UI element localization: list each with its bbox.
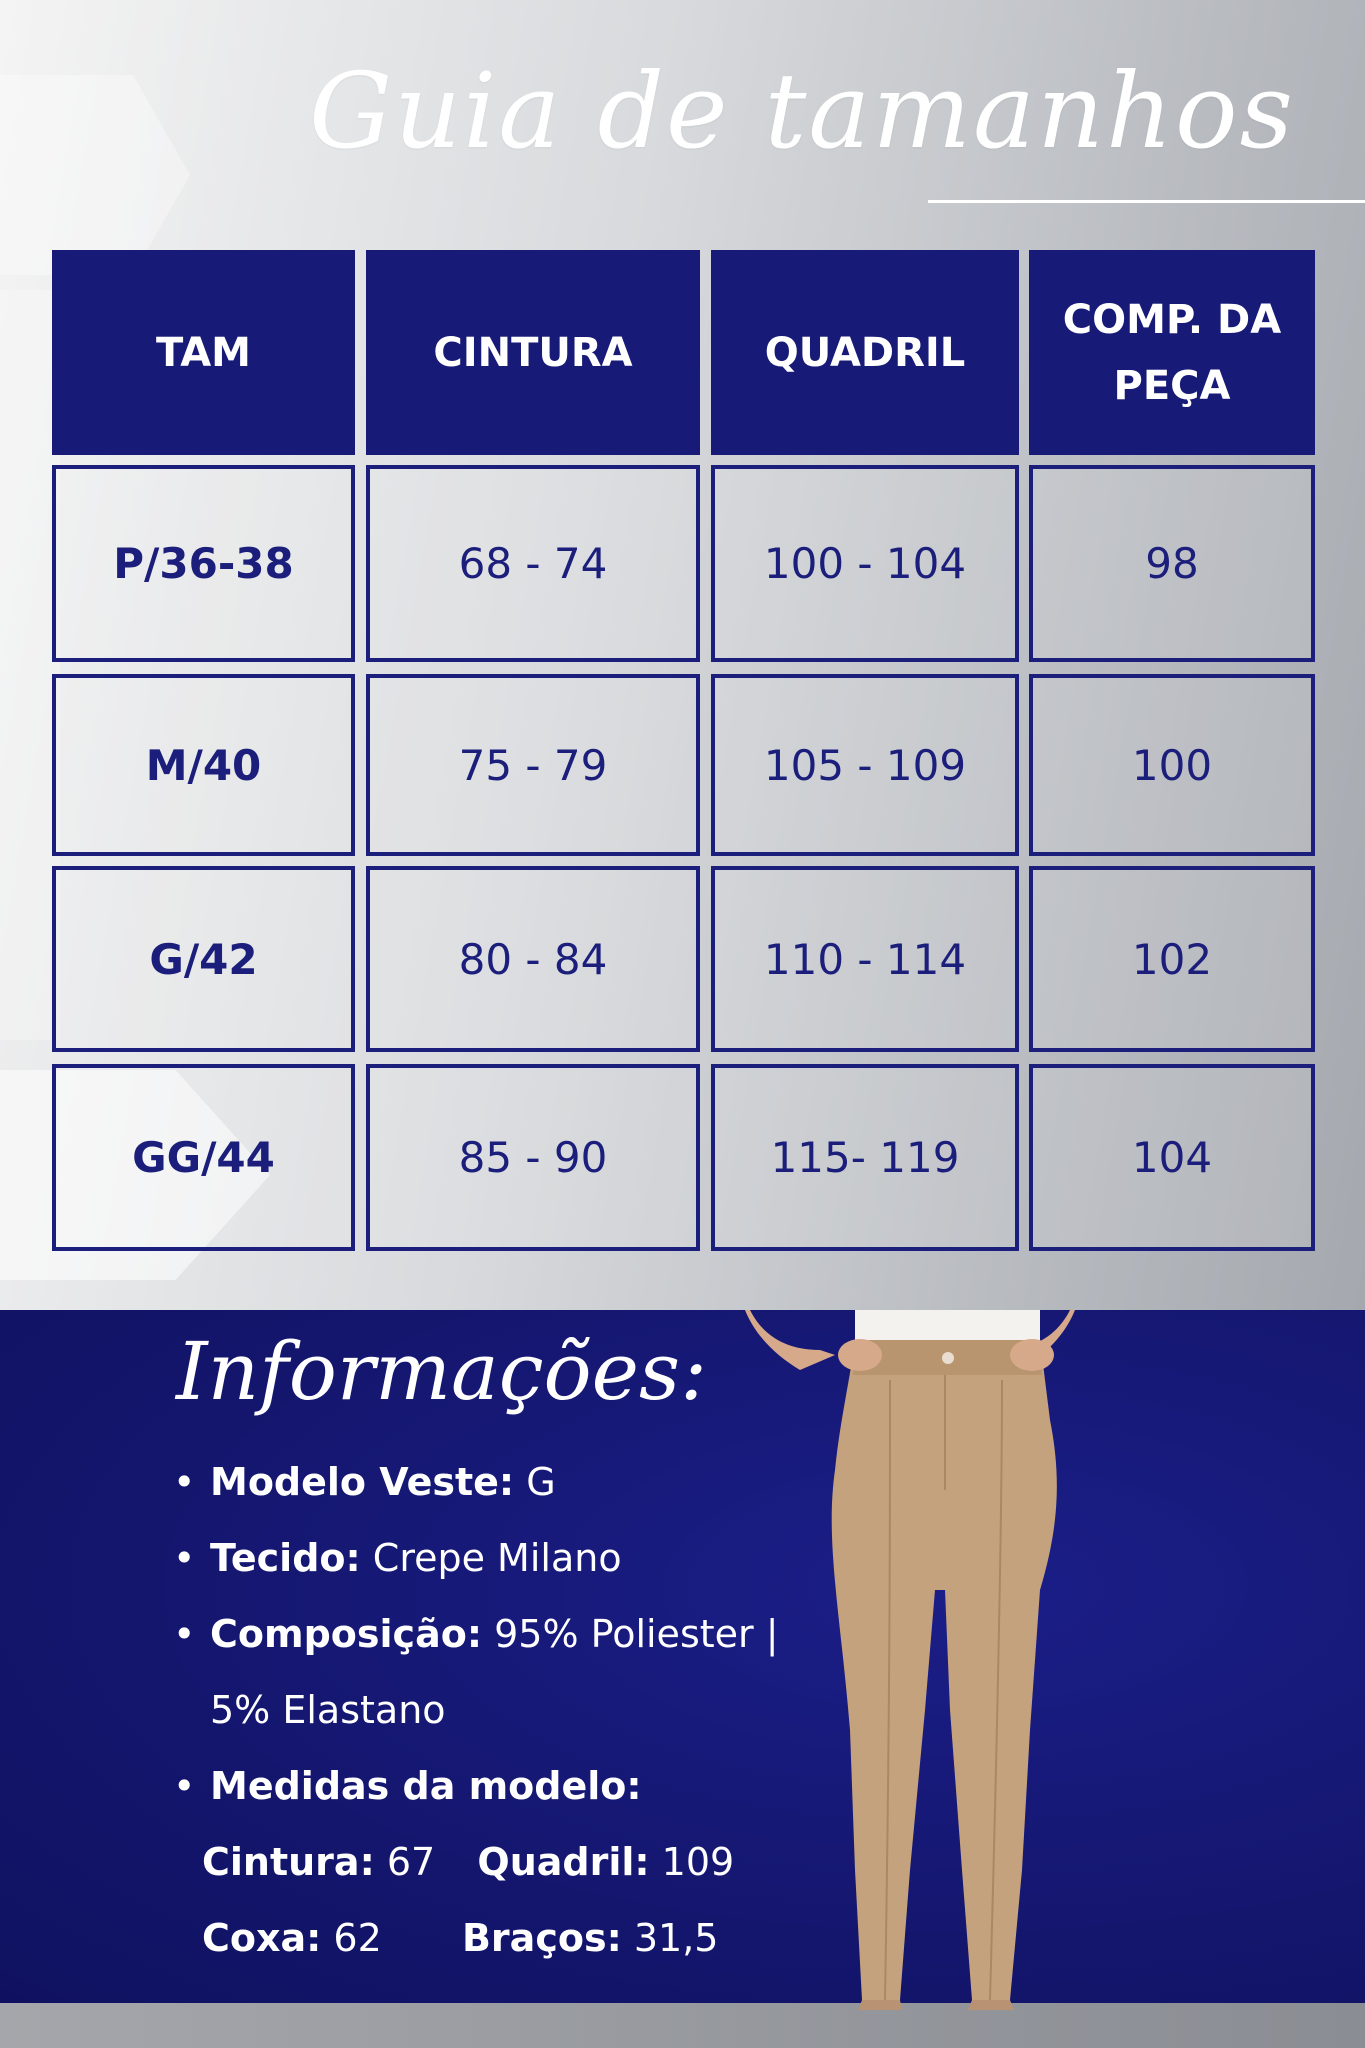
shirt bbox=[855, 1310, 1040, 1340]
bullet-icon: • bbox=[173, 1536, 196, 1580]
info-modelo-veste: • Modelo Veste: G bbox=[173, 1460, 556, 1504]
bullet-icon: • bbox=[173, 1460, 196, 1504]
cell-comprimento: 102 bbox=[1029, 866, 1315, 1052]
cell-comprimento: 98 bbox=[1029, 465, 1315, 662]
bottom-strip bbox=[0, 2003, 1365, 2048]
info-composicao: • Composição: 95% Poliester | bbox=[173, 1612, 779, 1656]
header-cintura: CINTURA bbox=[366, 250, 700, 455]
info-tecido: • Tecido: Crepe Milano bbox=[173, 1536, 622, 1580]
page-title: Guia de tamanhos bbox=[309, 50, 1295, 172]
cell-size: M/40 bbox=[52, 674, 355, 856]
model-photo bbox=[740, 1310, 1120, 2010]
button-icon bbox=[942, 1352, 954, 1364]
cell-quadril: 105 - 109 bbox=[711, 674, 1019, 856]
cell-size: P/36-38 bbox=[52, 465, 355, 662]
cell-quadril: 100 - 104 bbox=[711, 465, 1019, 662]
title-underline bbox=[928, 200, 1365, 203]
cell-quadril: 115- 119 bbox=[711, 1064, 1019, 1251]
cell-cintura: 80 - 84 bbox=[366, 866, 700, 1052]
background-band bbox=[0, 290, 60, 1040]
info-composicao-cont: 5% Elastano bbox=[210, 1688, 446, 1732]
background-chevron bbox=[0, 75, 190, 275]
hand-left bbox=[838, 1339, 882, 1371]
arm-left bbox=[745, 1310, 835, 1370]
info-title: Informações: bbox=[176, 1325, 708, 1418]
cell-quadril: 110 - 114 bbox=[711, 866, 1019, 1052]
cell-cintura: 85 - 90 bbox=[366, 1064, 700, 1251]
info-medidas-coxa-bracos: Coxa: 62 Braços: 31,5 bbox=[202, 1916, 719, 1960]
header-comprimento: COMP. DA PEÇA bbox=[1029, 250, 1315, 455]
header-quadril: QUADRIL bbox=[711, 250, 1019, 455]
bullet-icon: • bbox=[173, 1612, 196, 1656]
info-medidas: • Medidas da modelo: bbox=[173, 1764, 642, 1808]
cell-comprimento: 104 bbox=[1029, 1064, 1315, 1251]
cell-cintura: 75 - 79 bbox=[366, 674, 700, 856]
cell-size: GG/44 bbox=[52, 1064, 355, 1251]
hand-right bbox=[1010, 1339, 1054, 1371]
cell-size: G/42 bbox=[52, 866, 355, 1052]
header-tam: TAM bbox=[52, 250, 355, 455]
cell-cintura: 68 - 74 bbox=[366, 465, 700, 662]
info-medidas-cintura-quadril: Cintura: 67 Quadril: 109 bbox=[202, 1840, 735, 1884]
cell-comprimento: 100 bbox=[1029, 674, 1315, 856]
bullet-icon: • bbox=[173, 1764, 196, 1808]
